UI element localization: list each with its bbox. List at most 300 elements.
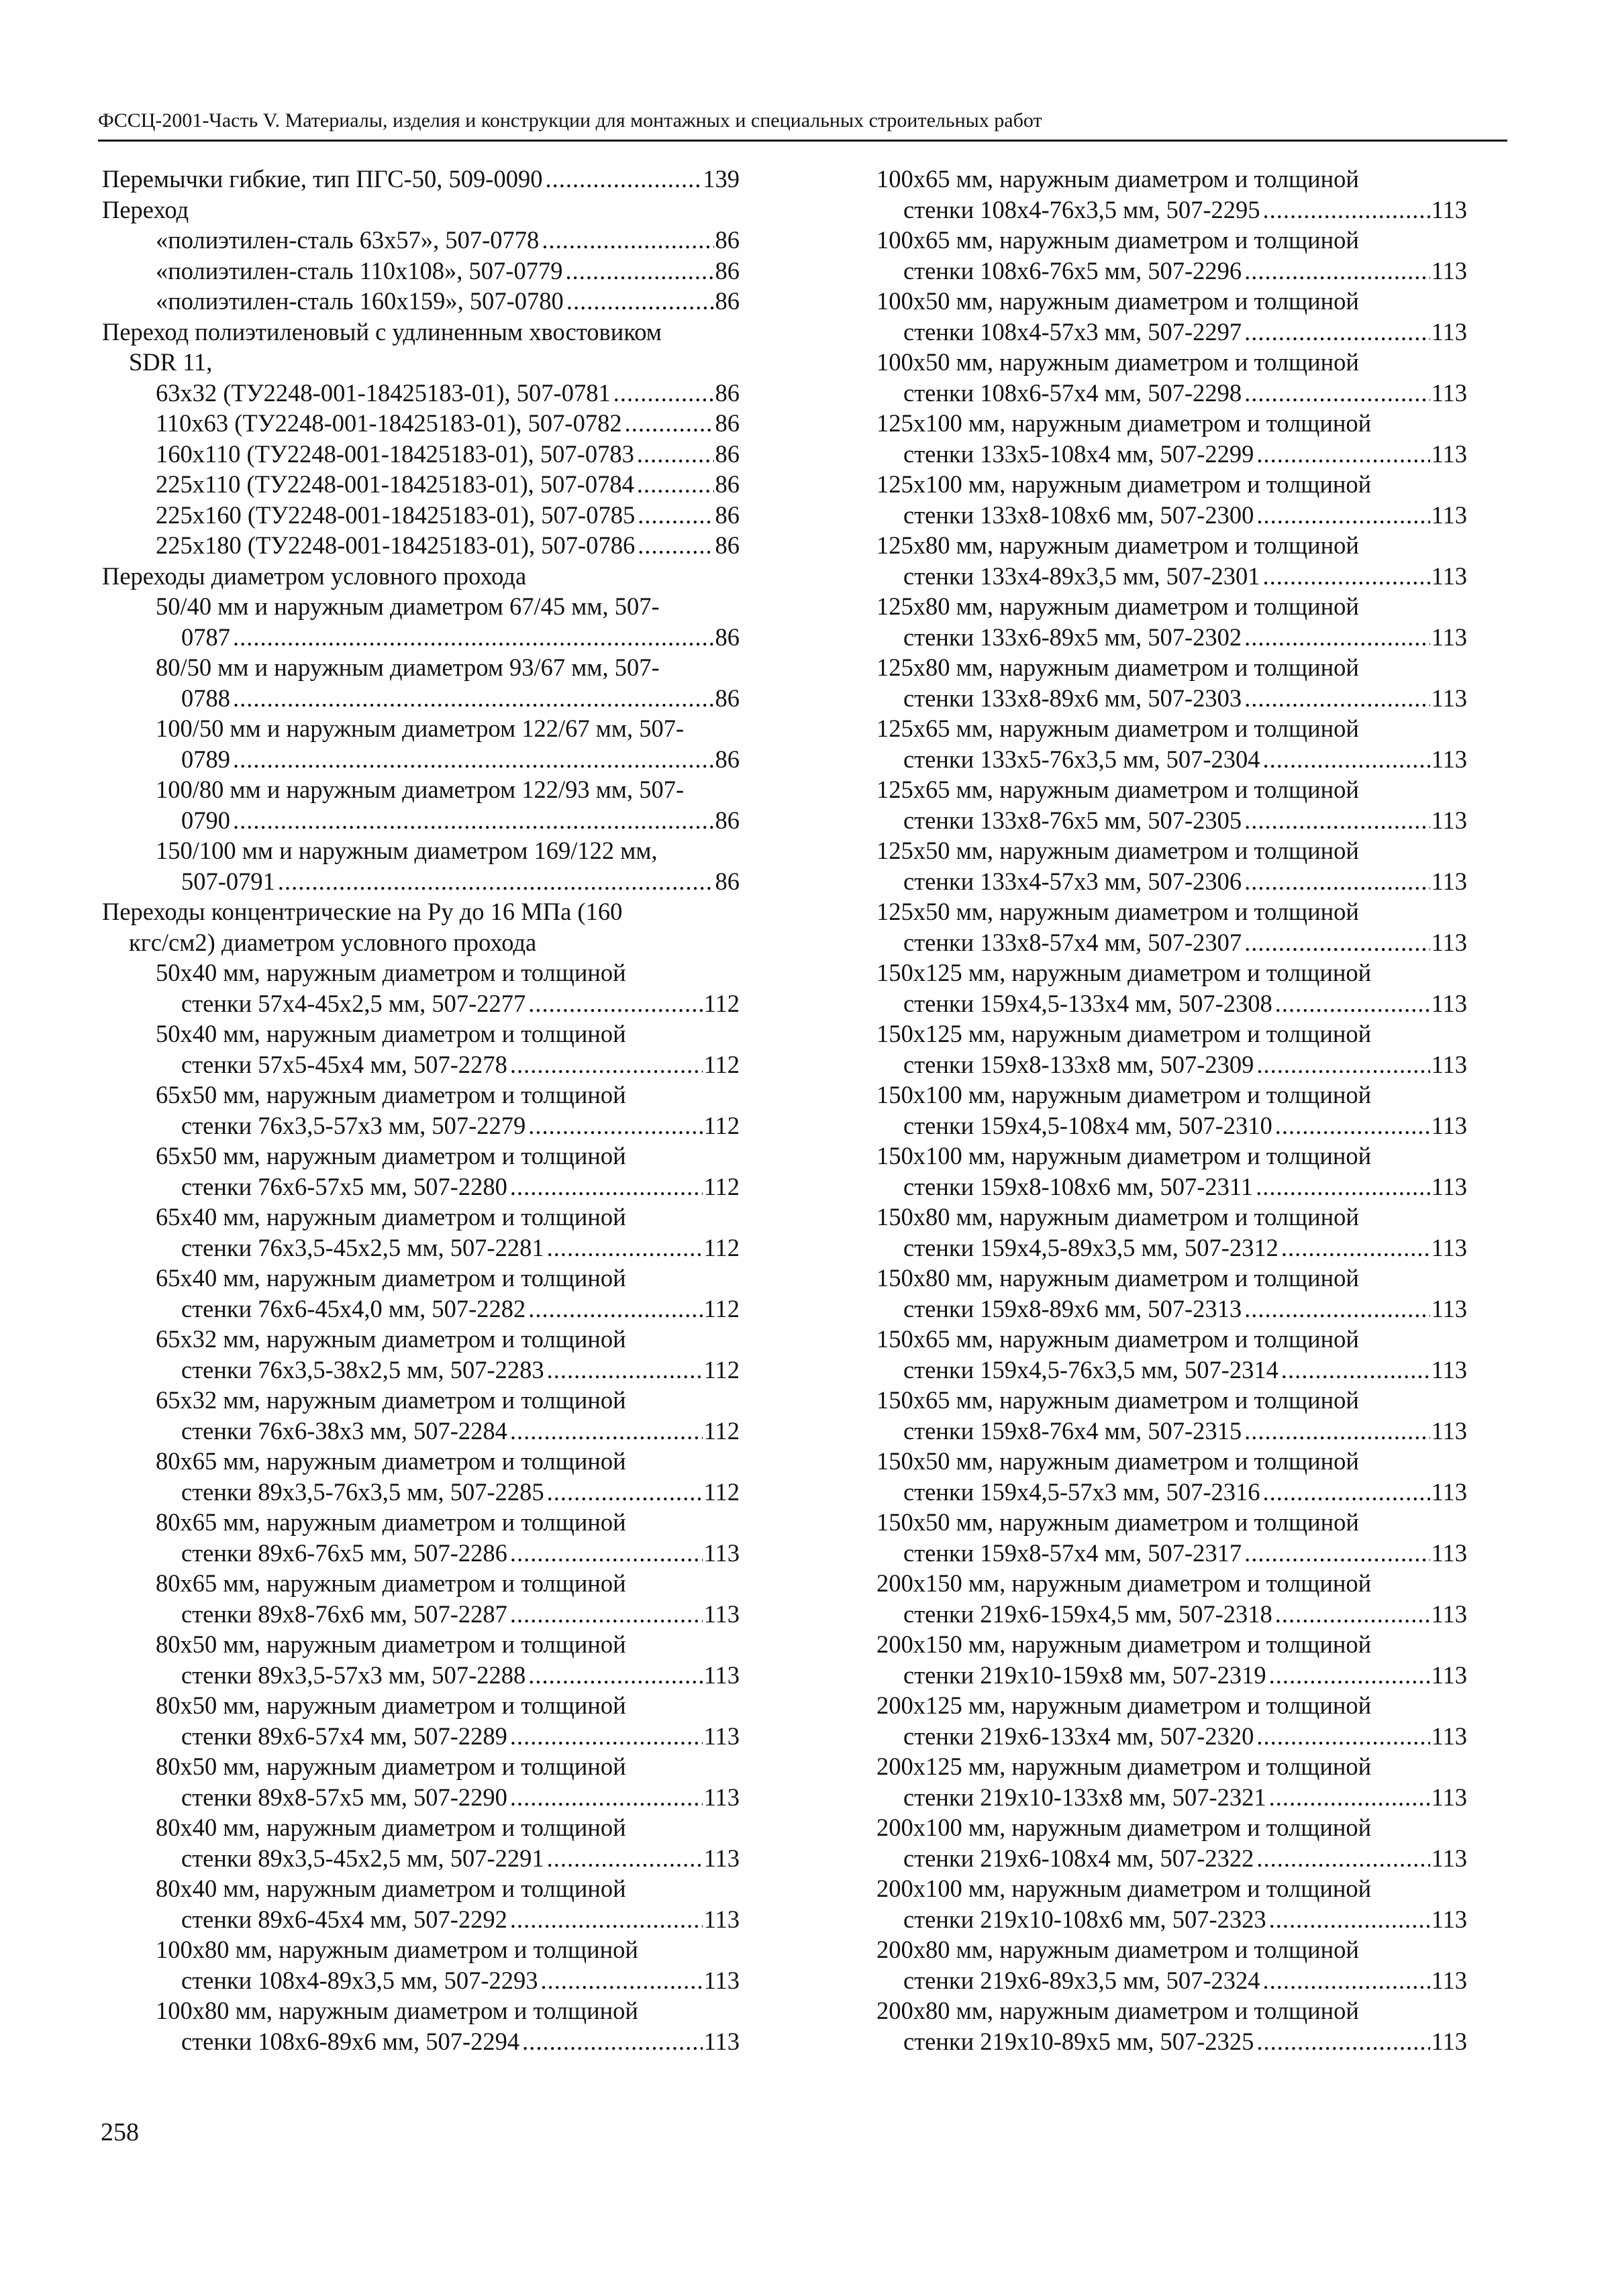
index-entry-text: 0790 [181, 806, 230, 834]
index-entry-line [876, 1049, 1467, 1080]
index-entry-line [876, 378, 1467, 409]
index-entry-page: 86 [715, 501, 740, 529]
dot-leader [1254, 2026, 1429, 2057]
index-entry-text: 150х65 мм, наружным диаметром и толщиной [876, 1386, 1359, 1414]
index-entry-line [102, 469, 740, 500]
index-column-right [876, 164, 1467, 2056]
index-entry-page: 86 [715, 867, 740, 895]
header-rule [98, 140, 1507, 142]
index-entry-page: 113 [703, 2027, 740, 2055]
index-entry-line [102, 1110, 740, 1141]
index-entry-text: стенки 76х3,5-45х2,5 мм, 507-2281 [181, 1233, 544, 1261]
index-entry-line [102, 1355, 740, 1386]
index-entry-text: стенки 108х6-76х5 мм, 507-2296 [903, 256, 1242, 284]
index-entry-line [876, 927, 1467, 958]
index-entry-line [876, 1751, 1467, 1782]
index-entry-page: 86 [715, 378, 740, 407]
index-entry-text: стенки 159х4,5-57х3 мм, 507-2316 [903, 1477, 1260, 1506]
dot-leader [230, 622, 714, 653]
index-entry-line [876, 957, 1467, 988]
index-entry-line [876, 469, 1467, 500]
dot-leader [1260, 195, 1430, 225]
dot-leader [507, 1782, 703, 1813]
index-entry-text: 80/50 мм и наружным диаметром 93/67 мм, 507- [156, 654, 660, 681]
index-entry-line [876, 1660, 1467, 1691]
index-entry-page: 86 [715, 806, 740, 834]
dot-leader [1254, 1843, 1429, 1874]
index-entry-line [876, 439, 1467, 470]
dot-leader [1254, 1049, 1429, 1080]
dot-leader [519, 2026, 702, 2057]
index-entry-line [876, 1782, 1467, 1813]
index-entry-text: 150х100 мм, наружным диаметром и толщиной [876, 1081, 1372, 1108]
index-entry-text: стенки 108х4-76х3,5 мм, 507-2295 [903, 195, 1260, 223]
index-entry-page: 113 [1431, 1416, 1467, 1445]
index-entry-line [102, 1599, 740, 1630]
index-entry-text: 125х65 мм, наружным диаметром и толщиной [876, 715, 1359, 742]
index-entry-line [102, 1171, 740, 1202]
index-entry-text: стенки 57х5-45х4 мм, 507-2278 [181, 1050, 507, 1078]
index-entry-line [102, 286, 740, 317]
dot-leader [544, 1843, 703, 1874]
index-entry-text: стенки 159х8-108х6 мм, 507-2311 [903, 1172, 1254, 1200]
dot-leader [1260, 744, 1430, 775]
dot-leader [1260, 561, 1430, 592]
index-entry-line [876, 652, 1467, 683]
index-entry-page: 112 [703, 1050, 740, 1078]
index-entry-page: 113 [1431, 1905, 1467, 1933]
index-entry-text: стенки 133х4-57х3 мм, 507-2306 [903, 867, 1242, 895]
index-entry-text: стенки 89х3,5-57х3 мм, 507-2288 [181, 1661, 526, 1689]
index-entry-line [102, 1873, 740, 1904]
index-entry-text: 150х125 мм, наружным диаметром и толщиной [876, 1020, 1372, 1047]
dot-leader [538, 1965, 703, 1996]
index-entry-line [876, 2026, 1467, 2057]
index-entry-page: 113 [1431, 501, 1467, 529]
index-entry-line [876, 1385, 1467, 1416]
index-entry-line [102, 408, 740, 439]
index-entry-line [102, 1019, 740, 1049]
index-entry-line [102, 1995, 740, 2026]
index-entry-text: Переход полиэтиленовый с удлиненным хвостовиком [102, 317, 662, 346]
index-entry-line [876, 866, 1467, 897]
index-entry-text: 125х65 мм, наружным диаметром и толщиной [876, 776, 1359, 803]
index-entry-page: 113 [1431, 1172, 1467, 1200]
dot-leader [1242, 683, 1429, 714]
index-entry-line [876, 896, 1467, 927]
index-entry-text: 225х180 (ТУ2248-001-18425183-01), 507-0786 [156, 531, 636, 559]
index-entry-text: стенки 76х6-45х4,0 мм, 507-2282 [181, 1294, 526, 1322]
index-entry-page: 113 [1431, 1661, 1467, 1689]
index-entry-text: 65х40 мм, наружным диаметром и толщиной [156, 1264, 626, 1292]
index-entry-line [102, 378, 740, 409]
dot-leader [635, 530, 713, 561]
index-entry-line [102, 1263, 740, 1294]
dot-leader [507, 1599, 703, 1630]
index-entry-line [102, 805, 740, 836]
index-entry-line [876, 1934, 1467, 1965]
index-entry-page: 113 [1431, 195, 1467, 223]
index-entry-page: 113 [1431, 1294, 1467, 1322]
dot-leader [230, 805, 714, 836]
index-entry-text: 150х80 мм, наружным диаметром и толщиной [876, 1203, 1359, 1231]
index-entry-line [876, 286, 1467, 317]
dot-leader [1242, 317, 1429, 348]
index-entry-line [876, 1446, 1467, 1477]
index-entry-line [102, 1812, 740, 1843]
index-entry-line [102, 1294, 740, 1324]
index-entry-text: стенки 76х3,5-38х2,5 мм, 507-2283 [181, 1355, 544, 1384]
index-entry-text: стенки 57х4-45х2,5 мм, 507-2277 [181, 989, 526, 1017]
dot-leader [1272, 1110, 1430, 1141]
index-entry-line [102, 1538, 740, 1569]
index-entry-text: стенки 108х6-89х6 мм, 507-2294 [181, 2027, 520, 2055]
index-entry-line [102, 1660, 740, 1691]
index-entry-text: 125х100 мм, наружным диаметром и толщиной [876, 409, 1372, 437]
index-entry-text: стенки 219х10-159х8 мм, 507-2319 [903, 1661, 1266, 1689]
index-entry-line [102, 1843, 740, 1874]
dot-leader [1254, 500, 1429, 531]
index-entry-line [876, 195, 1467, 225]
index-entry-page: 113 [703, 1600, 740, 1628]
index-entry-line [102, 500, 740, 531]
index-entry-line [876, 591, 1467, 622]
index-entry-line [102, 439, 740, 470]
dot-leader [525, 988, 702, 1019]
index-entry-text: 150х80 мм, наружным диаметром и толщиной [876, 1264, 1359, 1292]
index-entry-line [876, 988, 1467, 1019]
index-entry-text: стенки 89х3,5-76х3,5 мм, 507-2285 [181, 1477, 544, 1506]
index-entry-text: 50х40 мм, наружным диаметром и толщиной [156, 959, 626, 986]
index-entry-text: стенки 108х6-57х4 мм, 507-2298 [903, 378, 1242, 407]
index-entry-line [102, 195, 740, 225]
dot-leader [544, 1477, 703, 1508]
index-entry-line [876, 1171, 1467, 1202]
index-entry-line [102, 1507, 740, 1538]
dot-leader [539, 225, 713, 256]
index-entry-page: 113 [1431, 1050, 1467, 1078]
index-entry-line [102, 561, 740, 592]
dot-leader [507, 1538, 703, 1569]
index-entry-text: стенки 159х4,5-108х4 мм, 507-2310 [903, 1111, 1272, 1139]
index-entry-text: 80х40 мм, наружным диаметром и толщиной [156, 1814, 626, 1841]
index-entry-text: 100х65 мм, наружным диаметром и толщиной [876, 165, 1359, 193]
index-entry-line [102, 1629, 740, 1660]
index-entry-page: 86 [715, 623, 740, 651]
index-entry-line [876, 1965, 1467, 1996]
index-entry-text: 125х80 мм, наружным диаметром и толщиной [876, 592, 1359, 620]
index-entry-text: 200х80 мм, наружным диаметром и толщиной [876, 1936, 1359, 1963]
index-entry-line [102, 591, 740, 622]
index-entry-text: стенки 89х8-57х5 мм, 507-2290 [181, 1783, 507, 1811]
index-entry-line [876, 1080, 1467, 1110]
dot-leader [1260, 1477, 1430, 1508]
index-entry-line [102, 317, 740, 348]
dot-leader [1266, 1660, 1430, 1691]
index-entry-line [876, 744, 1467, 775]
index-entry-page: 113 [1431, 1600, 1467, 1628]
index-entry-line [876, 805, 1467, 836]
index-entry-page: 112 [703, 1416, 740, 1445]
index-entry-page: 113 [1431, 562, 1467, 590]
index-entry-line [102, 1782, 740, 1813]
index-entry-text: 507-0791 [181, 867, 275, 895]
index-entry-page: 113 [1431, 378, 1467, 407]
index-entry-line [876, 713, 1467, 744]
index-entry-line [102, 256, 740, 286]
index-entry-line [876, 1690, 1467, 1721]
dot-leader [1242, 1416, 1429, 1447]
index-entry-page: 113 [1431, 1355, 1467, 1384]
index-entry-text: 100х80 мм, наружным диаметром и толщиной [156, 1936, 638, 1963]
index-entry-text: 65х40 мм, наружным диаметром и толщиной [156, 1203, 626, 1231]
index-entry-page: 113 [1431, 1477, 1467, 1506]
index-entry-text: 100х50 мм, наружным диаметром и толщиной [876, 287, 1359, 315]
index-entry-line [102, 1751, 740, 1782]
index-entry-text: стенки 133х4-89х3,5 мм, 507-2301 [903, 562, 1260, 590]
dot-leader [525, 1294, 702, 1324]
index-entry-text: 100х65 мм, наружным диаметром и толщиной [876, 226, 1359, 254]
index-entry-text: 0788 [181, 684, 230, 712]
index-entry-line [876, 500, 1467, 531]
index-entry-line [102, 347, 740, 378]
index-entry-line [102, 957, 740, 988]
index-entry-line [876, 164, 1467, 195]
dot-leader [634, 469, 714, 500]
dot-leader [507, 1416, 703, 1447]
index-entry-text: стенки 108х4-89х3,5 мм, 507-2293 [181, 1966, 538, 1994]
index-entry-text: 63х32 (ТУ2248-001-18425183-01), 507-0781 [156, 378, 611, 407]
running-header: ФССЦ-2001-Часть V. Материалы, изделия и конструкции для монтажных и специальных строительных работ [98, 109, 1042, 132]
dot-leader [1242, 1538, 1429, 1569]
index-entry-line [102, 1141, 740, 1171]
index-entry-text: Переход [102, 195, 189, 223]
index-entry-page: 113 [1431, 256, 1467, 284]
index-entry-text: стенки 219х6-89х3,5 мм, 507-2324 [903, 1966, 1260, 1994]
page-number: 258 [101, 2118, 139, 2146]
index-entry-text: 200х125 мм, наружным диаметром и толщиной [876, 1753, 1372, 1780]
index-entry-text: 65х32 мм, наружным диаметром и толщиной [156, 1325, 626, 1353]
index-entry-text: 125х80 мм, наружным диаметром и толщиной [876, 531, 1359, 559]
index-entry-line [102, 896, 740, 927]
index-entry-text: стенки 159х4,5-133х4 мм, 507-2308 [903, 989, 1272, 1017]
index-entry-text: 200х125 мм, наружным диаметром и толщиной [876, 1691, 1372, 1719]
index-entry-page: 112 [703, 1294, 740, 1322]
dot-leader [544, 1233, 703, 1263]
index-entry-text: 80х65 мм, наружным диаметром и толщиной [156, 1569, 626, 1597]
index-entry-line [102, 1934, 740, 1965]
index-entry-page: 113 [703, 1783, 740, 1811]
index-entry-page: 113 [703, 1661, 740, 1689]
index-entry-text: стенки 219х10-133х8 мм, 507-2321 [903, 1783, 1266, 1811]
index-entry-line [876, 561, 1467, 592]
dot-leader [542, 164, 701, 195]
index-entry-line [876, 1843, 1467, 1874]
index-entry-line [102, 1049, 740, 1080]
index-entry-text: стенки 219х10-89х5 мм, 507-2325 [903, 2027, 1254, 2055]
index-entry-page: 113 [1431, 806, 1467, 834]
index-entry-line [102, 988, 740, 1019]
dot-leader [622, 408, 714, 439]
dot-leader [230, 683, 714, 714]
index-entry-text: стенки 89х6-45х4 мм, 507-2292 [181, 1905, 507, 1933]
index-entry-text: «полиэтилен-сталь 160х159», 507-0780 [156, 287, 564, 315]
index-entry-text: стенки 133х5-76х3,5 мм, 507-2304 [903, 745, 1260, 773]
index-entry-page: 113 [1431, 684, 1467, 712]
dot-leader [1254, 439, 1429, 470]
dot-leader [1260, 1965, 1430, 1996]
index-entry-line [876, 1141, 1467, 1171]
index-entry-page: 113 [1431, 317, 1467, 346]
dot-leader [562, 256, 713, 286]
index-entry-page: 112 [703, 1355, 740, 1384]
dot-leader [275, 866, 714, 897]
index-entry-page: 113 [1431, 1783, 1467, 1811]
index-entry-text: 65х50 мм, наружным диаметром и толщиной [156, 1142, 626, 1169]
index-entry-line [102, 1080, 740, 1110]
index-entry-line [876, 774, 1467, 805]
dot-leader [1278, 1233, 1430, 1263]
dot-leader [507, 1904, 703, 1935]
index-entry-page: 113 [1431, 1233, 1467, 1261]
index-entry-line [876, 1538, 1467, 1569]
dot-leader [1272, 1599, 1430, 1630]
index-entry-line [876, 1263, 1467, 1294]
dot-leader [1242, 805, 1429, 836]
index-entry-text: стенки 89х3,5-45х2,5 мм, 507-2291 [181, 1844, 544, 1872]
index-entry-text: стенки 159х4,5-76х3,5 мм, 507-2314 [903, 1355, 1278, 1384]
index-entry-text: 80х50 мм, наружным диаметром и толщиной [156, 1753, 626, 1780]
index-entry-line [876, 408, 1467, 439]
index-entry-text: кгс/см2) диаметром условного прохода [129, 928, 537, 956]
index-entry-page: 113 [1431, 1111, 1467, 1139]
index-entry-line [876, 1507, 1467, 1538]
index-entry-page: 113 [703, 1905, 740, 1933]
index-entry-page: 139 [703, 165, 740, 193]
index-entry-page: 86 [715, 439, 740, 468]
index-entry-text: стенки 219х6-108х4 мм, 507-2322 [903, 1844, 1254, 1872]
index-entry-page: 112 [703, 1477, 740, 1506]
index-entry-line [102, 683, 740, 714]
index-entry-page: 112 [703, 1172, 740, 1200]
index-entry-text: 80х40 мм, наружным диаметром и толщиной [156, 1875, 626, 1902]
index-entry-line [876, 1294, 1467, 1324]
index-entry-text: стенки 159х8-76х4 мм, 507-2315 [903, 1416, 1242, 1445]
index-entry-line [876, 1324, 1467, 1355]
index-entry-line [102, 774, 740, 805]
index-entry-text: 50/40 мм и наружным диаметром 67/45 мм, 507- [156, 592, 660, 620]
index-entry-line [102, 1721, 740, 1752]
index-entry-text: 200х100 мм, наружным диаметром и толщиной [876, 1875, 1372, 1902]
index-entry-line [876, 1416, 1467, 1447]
index-entry-line [102, 1477, 740, 1508]
index-entry-text: 150х65 мм, наружным диаметром и толщиной [876, 1325, 1359, 1353]
index-entry-text: 80х65 мм, наружным диаметром и толщиной [156, 1508, 626, 1536]
index-entry-text: 65х50 мм, наружным диаметром и толщиной [156, 1081, 626, 1108]
index-entry-line [102, 1690, 740, 1721]
index-entry-line [876, 1904, 1467, 1935]
index-entry-text: 80х50 мм, наружным диаметром и толщиной [156, 1691, 626, 1719]
index-entry-text: стенки 76х6-38х3 мм, 507-2284 [181, 1416, 507, 1445]
index-entry-line [102, 652, 740, 683]
index-entry-text: 125х50 мм, наружным диаметром и толщиной [876, 898, 1359, 925]
index-entry-line [102, 1202, 740, 1233]
index-entry-text: стенки 133х8-76х5 мм, 507-2305 [903, 806, 1242, 834]
index-entry-page: 113 [1431, 1722, 1467, 1750]
dot-leader [1242, 622, 1429, 653]
index-entry-page: 113 [1431, 1844, 1467, 1872]
index-entry-text: Переходы концентрические на Ру до 16 МПа (160 [102, 898, 623, 925]
index-entry-line [876, 347, 1467, 378]
index-entry-page: 86 [715, 531, 740, 559]
index-entry-line [102, 1904, 740, 1935]
index-entry-text: Перемычки гибкие, тип ПГС-50, 509-0090 [102, 165, 543, 193]
index-entry-page: 113 [1431, 439, 1467, 468]
index-entry-text: «полиэтилен-сталь 110х108», 507-0779 [156, 256, 563, 284]
index-entry-page: 113 [1431, 745, 1467, 773]
index-entry-line [102, 164, 740, 195]
index-entry-text: 65х32 мм, наружным диаметром и толщиной [156, 1386, 626, 1414]
index-entry-text: 200х80 мм, наружным диаметром и толщиной [876, 1997, 1359, 2024]
index-entry-page: 113 [1431, 1966, 1467, 1994]
dot-leader [525, 1660, 702, 1691]
index-entry-line [102, 1568, 740, 1599]
dot-leader [1242, 1294, 1429, 1324]
index-entry-text: 225х160 (ТУ2248-001-18425183-01), 507-0785 [156, 501, 636, 529]
index-entry-text: 150х125 мм, наружным диаметром и толщиной [876, 959, 1372, 986]
index-entry-line [876, 1233, 1467, 1263]
dot-leader [1253, 1171, 1430, 1202]
index-entry-line [102, 1385, 740, 1416]
index-entry-text: 200х100 мм, наружным диаметром и толщиной [876, 1814, 1372, 1841]
dot-leader [1254, 1721, 1429, 1752]
index-entry-text: 100х80 мм, наружным диаметром и толщиной [156, 1997, 638, 2024]
index-entry-page: 86 [715, 470, 740, 498]
index-entry-line [876, 1721, 1467, 1752]
dot-leader [1242, 866, 1429, 897]
index-entry-line [102, 744, 740, 775]
index-entry-text: 100/80 мм и наружным диаметром 122/93 мм, 507- [156, 776, 685, 803]
index-entry-page: 112 [703, 1111, 740, 1139]
dot-leader [1266, 1904, 1430, 1935]
dot-leader [635, 500, 713, 531]
index-entry-page: 113 [1431, 2027, 1467, 2055]
index-entry-page: 113 [1431, 867, 1467, 895]
index-entry-text: стенки 89х6-76х5 мм, 507-2286 [181, 1538, 507, 1567]
index-entry-page: 113 [1431, 989, 1467, 1017]
index-entry-text: Переходы диаметром условного прохода [102, 562, 527, 590]
index-column-left [102, 164, 740, 2056]
index-entry-page: 113 [703, 1966, 740, 1994]
index-entry-text: 80х50 мм, наружным диаметром и толщиной [156, 1630, 626, 1658]
index-entry-text: стенки 219х6-159х4,5 мм, 507-2318 [903, 1600, 1272, 1628]
index-entry-line [876, 1568, 1467, 1599]
index-entry-text: стенки 76х3,5-57х3 мм, 507-2279 [181, 1111, 526, 1139]
index-entry-line [102, 1965, 740, 1996]
index-entry-text: 225х110 (ТУ2248-001-18425183-01), 507-0784 [156, 470, 634, 498]
index-entry-text: 150х50 мм, наружным диаметром и толщиной [876, 1508, 1359, 1536]
index-entry-line [876, 256, 1467, 286]
index-entry-line [102, 225, 740, 256]
dot-leader [634, 439, 714, 470]
index-entry-page: 86 [715, 684, 740, 712]
index-entry-line [876, 1599, 1467, 1630]
index-entry-text: 125х50 мм, наружным диаметром и толщиной [876, 837, 1359, 864]
index-entry-text: 110х63 (ТУ2248-001-18425183-01), 507-0782 [156, 409, 622, 437]
index-entry-line [876, 1995, 1467, 2026]
index-entry-page: 112 [703, 1233, 740, 1261]
dot-leader [544, 1355, 703, 1386]
